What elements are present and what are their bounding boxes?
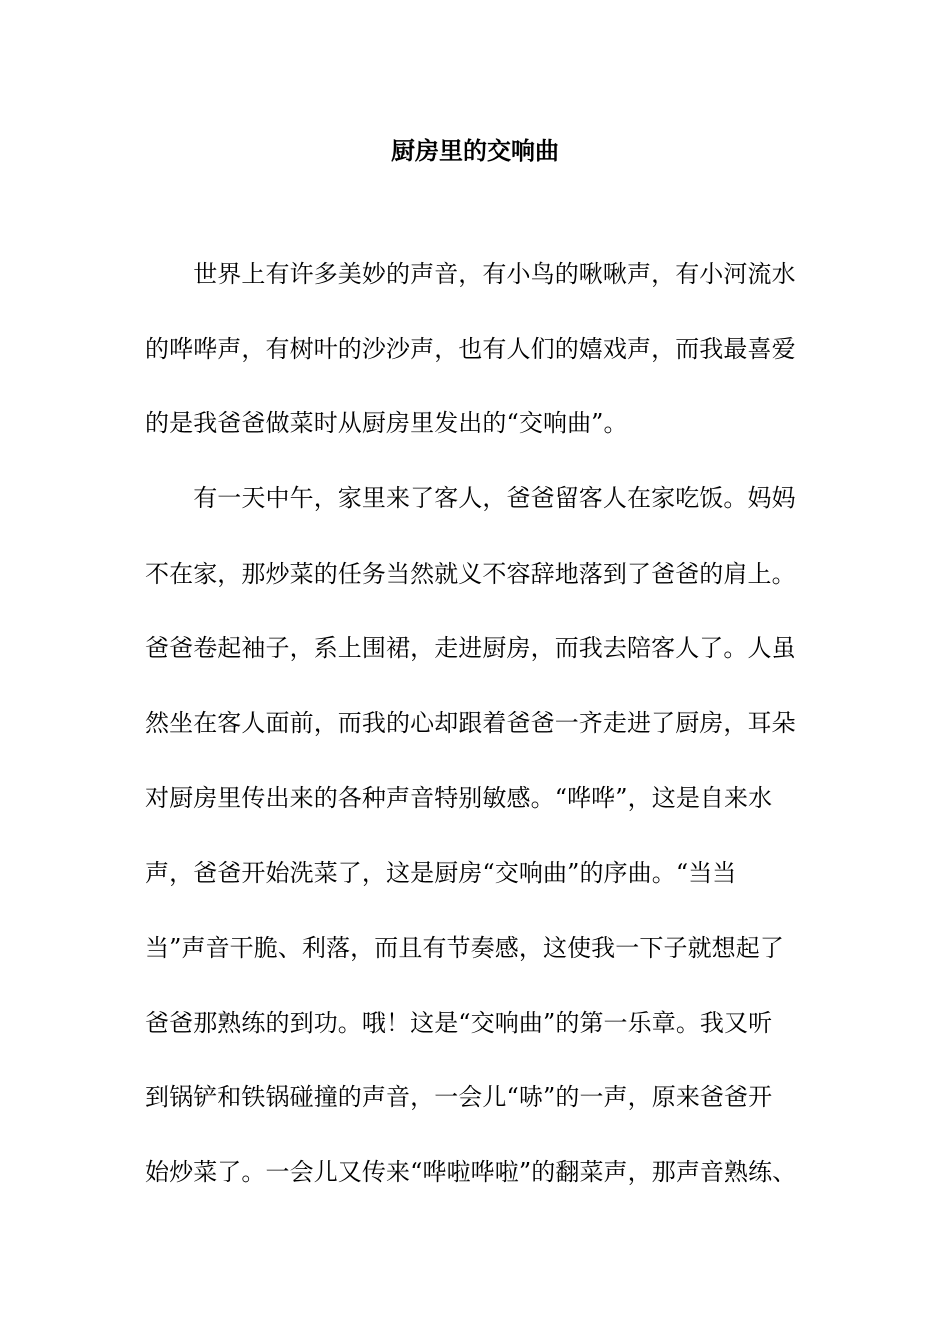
text-line-5: 不在家，那炒菜的任务当然就义不容辞地落到了爸爸的肩上。: [145, 560, 796, 588]
text-line-10: 当”声音干脆、利落，而且有节奏感，这使我一下子就想起了: [145, 934, 784, 962]
text-line-8: 对厨房里传出来的各种声音特别敏感。“哗哗”，这是自来水: [145, 784, 773, 812]
text-line-3: 的是我爸爸做菜时从厨房里发出的“交响曲”。: [145, 409, 628, 437]
text-line-11: 爸爸那熟练的到功。哦！这是“交响曲”的第一乐章。我又听: [145, 1009, 773, 1037]
document-title: 厨房里的交响曲: [391, 136, 559, 165]
text-line-7: 然坐在客人面前，而我的心却跟着爸爸一齐走进了厨房，耳朵: [145, 709, 796, 737]
text-line-9: 声，爸爸开始洗菜了，这是厨房“交响曲”的序曲。“当当: [145, 859, 737, 887]
text-line-13: 始炒菜了。一会儿又传来“哗啦哗啦”的翻菜声，那声音熟练、: [145, 1158, 797, 1186]
text-line-2: 的哗哗声，有树叶的沙沙声，也有人们的嬉戏声，而我最喜爱: [145, 335, 796, 363]
text-line-6: 爸爸卷起袖子，系上围裙，走进厨房，而我去陪客人了。人虽: [145, 634, 796, 662]
text-line-1: 世界上有许多美妙的声音，有小鸟的啾啾声，有小河流水: [145, 260, 796, 288]
text-line-12: 到锅铲和铁锅碰撞的声音，一会儿“哧”的一声，原来爸爸开: [145, 1083, 773, 1111]
text-line-4: 有一天中午，家里来了客人，爸爸留客人在家吃饭。妈妈: [145, 484, 796, 512]
